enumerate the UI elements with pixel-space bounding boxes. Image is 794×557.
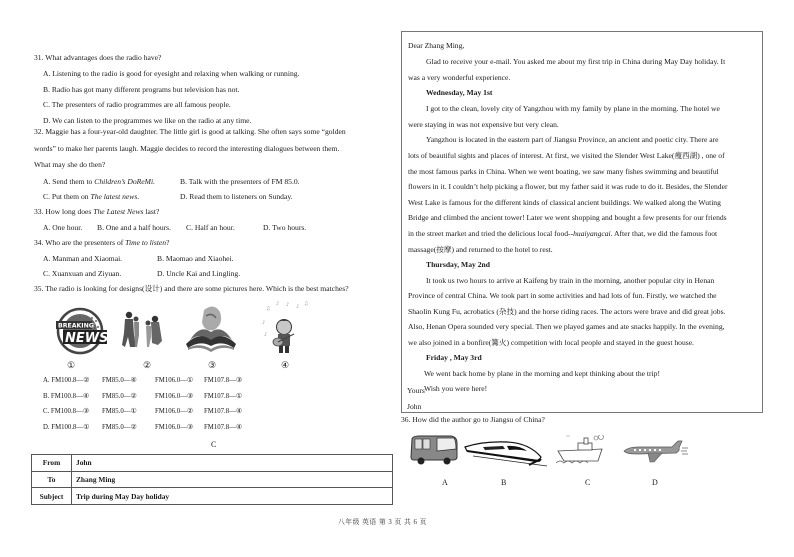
q34-stem: 34. Who are the presenters of Time to listen? — [34, 238, 170, 247]
q34-option-c: C. Xuanxuan and Ziyuan. — [43, 269, 122, 278]
svg-text:NEWS: NEWS — [65, 331, 109, 346]
day2-line-2: Province of central China. We took part in some activities and had lots of fun. Firstly, we watched the — [408, 291, 717, 300]
q34-option-a: A. Manman and Xiaomai. — [43, 254, 123, 263]
email-intro-line-1: Glad to receive your e-mail. You asked me about my first trip in China during May Day holiday. It — [426, 57, 726, 66]
day3-line: We went back home by plane in the morning and kept thinking about the trip! — [424, 369, 661, 378]
q33-option-d: D. Two hours. — [263, 223, 307, 232]
day1-p2-line-6: Bridge and climbed the ancient tower! Later we went shopping and bought a few presents for our friends — [408, 213, 727, 222]
email-header-table — [31, 454, 393, 505]
header-value: Trip during May Day holiday — [72, 488, 393, 505]
q34-option-b: B. Maomao and Xiaohei. — [157, 254, 234, 263]
svg-text:♪: ♪ — [276, 301, 280, 307]
q36-option-a-label: A — [442, 478, 448, 487]
email-body-box — [401, 31, 763, 413]
q34-option-d: D. Uncle Kai and Lingling. — [157, 269, 241, 278]
header-key: Subject — [32, 488, 72, 505]
boy-guitar-icon — [260, 300, 310, 355]
day2-line-3: Shaolin Kung Fu, acrobatics (杂技) and the horse riding races. The actors were brave and did great jobs. — [408, 307, 726, 316]
q32-stem-line-1: 32. Maggie has a four-year-old daughter. The little girl is good at talking. She often says some “golden — [34, 127, 346, 136]
airplane-icon — [622, 440, 690, 464]
header-value: Zhang Ming — [72, 471, 393, 488]
open-book-icon — [184, 302, 238, 355]
bus-icon — [409, 435, 459, 465]
q33-option-c: C. Half an hour. — [186, 223, 235, 232]
svg-text:♪: ♪ — [264, 332, 268, 338]
q32-option-d: D. Read them to listeners on Sunday. — [180, 192, 293, 201]
q35-stem: 35. The radio is looking for designs(设计) and there are some pictures here. Which is the best matches? — [34, 284, 349, 293]
family-picture — [122, 307, 162, 355]
header-key: To — [32, 471, 72, 488]
q31-stem: 31. What advantages does the radio have? — [34, 53, 162, 62]
breaking-news-picture — [55, 307, 109, 355]
svg-text:♪: ♪ — [262, 320, 266, 326]
table-row — [32, 455, 393, 472]
svg-text:♫: ♫ — [266, 306, 271, 312]
boy-guitar-picture — [260, 300, 310, 355]
day1-p2-line-3: the most famous parks in China. When we went boating, we saw many fishes swimming and beautiful — [408, 167, 719, 176]
q31-option-b: B. Radio has got many different programs but television has not. — [43, 85, 240, 94]
email-signature: John — [407, 402, 422, 411]
picture-label-3: ③ — [208, 360, 217, 370]
q31-option-d: D. We can listen to the programmes we like on the radio at any time. — [43, 116, 252, 125]
table-row — [32, 471, 393, 488]
day1-p2-line-5: West Lake is famous for the different kinds of classical ancient buildings. We walked along the Wuting — [408, 198, 721, 207]
q31-option-c: C. The presenters of radio programmes are all famous people. — [43, 100, 231, 109]
storybook-picture — [184, 302, 238, 355]
day2-heading: Thursday, May 2nd — [426, 260, 490, 269]
q33-option-a: A. One hour. — [43, 223, 83, 232]
section-letter: C — [211, 440, 217, 449]
page-footer: 八年级 英语 第 3 页 共 6 页 — [338, 519, 427, 526]
day1-p2-line-8: massage(按摩) and returned to the hotel to rest. — [408, 245, 553, 254]
family-icon — [122, 307, 162, 355]
picture-label-1: ① — [67, 360, 76, 370]
q33-stem: 33. How long does The Latest News last? — [34, 207, 160, 216]
day2-line-1: It took us two hours to arrive at Kaifeng by train in the morning, another popular city in Henan — [426, 276, 715, 285]
q36-stem: 36. How did the author go to Jiangsu of China? — [401, 415, 545, 424]
day3-heading: Friday , May 3rd — [426, 353, 482, 362]
picture-label-2: ② — [143, 360, 152, 370]
airplane-option — [622, 440, 690, 466]
day1-p2-line-2: lots of beautiful sights and places of interest. At first, we visited the Slender West Lake(瘦西湖) , one of — [408, 151, 725, 160]
email-intro-line-2: was a very wonderful experience. — [408, 73, 511, 82]
q36-option-b-label: B — [501, 478, 507, 487]
day1-p2-line-4: flowers in it. I couldn’t help picking a flower, but my father said it was rude to do it. Besides, the Slender — [408, 182, 728, 191]
day1-p2-line-7: in the street market and tried the delicious local food--huaiyangcai. After that, we did the famous foot — [408, 229, 718, 238]
email-wish: Wish you were here! — [424, 384, 488, 393]
high-speed-train-icon — [463, 435, 551, 467]
q32-stem-line-3: What may she do then? — [34, 160, 106, 169]
email-greeting: Dear Zhang Ming, — [408, 41, 465, 50]
day1-p1-line-2: were staying in was not expensive but very clean. — [408, 120, 559, 129]
day2-line-4: Also, Henan Opera sounded very special. Then we played games and ate snacks happily. In the evening, — [408, 322, 725, 331]
q32-stem-line-2: words” to make her parents laugh. Maggie decides to record the interesting dialogues between them. — [34, 144, 340, 153]
q32-option-b: B. Talk with the presenters of FM 85.0. — [180, 177, 300, 186]
bus-option — [409, 435, 459, 467]
day1-p1-line-1: I got to the clean, lovely city of Yangzhou with my family by plane in the morning. The hotel we — [426, 104, 720, 113]
svg-text:BREAKING: BREAKING — [58, 322, 94, 330]
breaking-news-icon — [55, 307, 109, 355]
day1-heading: Wednesday, May 1st — [426, 88, 493, 97]
q32-option-a: A. Send them to Children’s DoReMi. — [43, 177, 156, 186]
table-row — [32, 488, 393, 505]
q31-option-a: A. Listening to the radio is good for eyesight and relaxing when walking or running. — [43, 69, 300, 78]
svg-text:♫: ♫ — [304, 301, 309, 307]
picture-label-4: ④ — [281, 360, 290, 370]
day2-line-5: we also joined in a bonfire(篝火) competition with local people and stayed in the guest house. — [408, 338, 694, 347]
ship-option — [556, 435, 608, 469]
email-closing: Yours — [407, 386, 425, 395]
svg-text:♪: ♪ — [286, 302, 290, 308]
q36-option-c-label: C — [585, 478, 591, 487]
svg-text:♪: ♪ — [296, 304, 300, 310]
q32-option-c: C. Put them on The latest news. — [43, 192, 140, 201]
train-option — [463, 435, 551, 469]
q33-option-b: B. One and a half hours. — [97, 223, 172, 232]
header-key: From — [32, 455, 72, 472]
ship-icon — [556, 435, 608, 467]
q36-option-d-label: D — [652, 478, 658, 487]
day1-p2-line-1: Yangzhou is located in the eastern part of Jiangsu Province, an ancient and poetic city. There are — [426, 135, 719, 144]
header-value: John — [72, 455, 393, 472]
